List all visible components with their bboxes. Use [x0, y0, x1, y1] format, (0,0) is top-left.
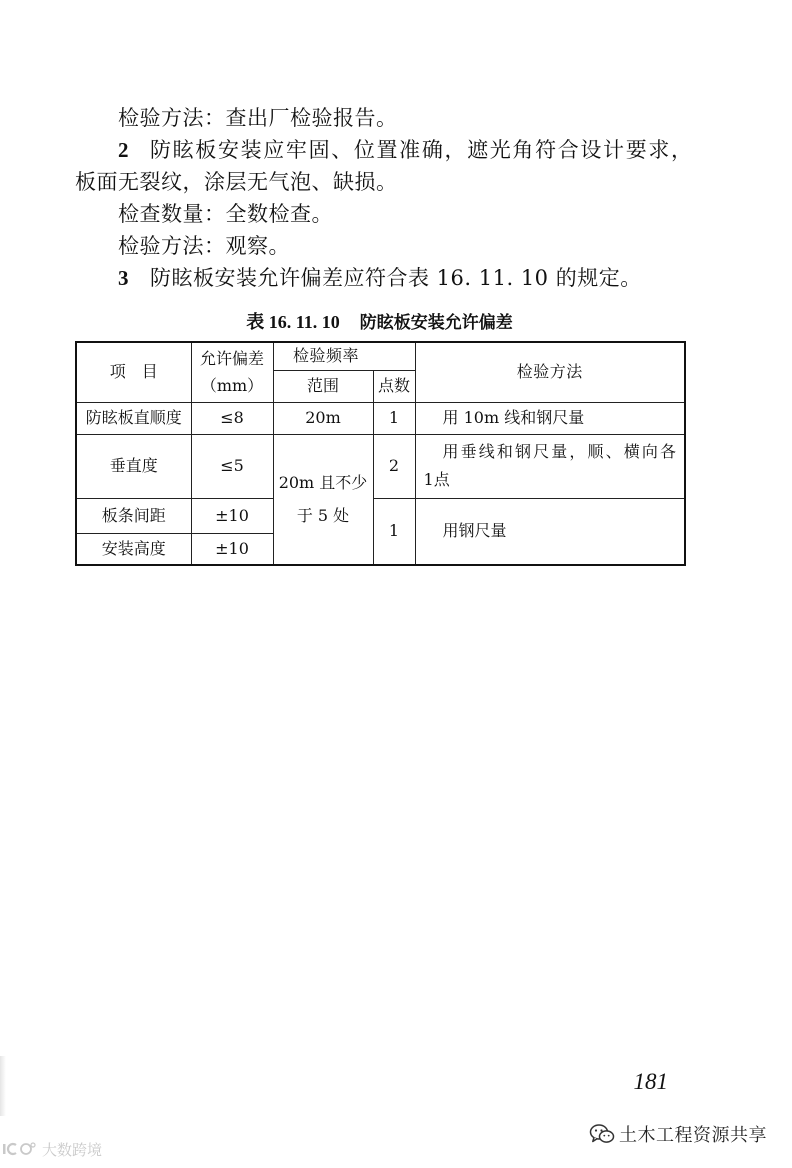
paragraph-text: 防眩板安装允许偏差应符合表 16. 11. 10 的规定。 [150, 266, 642, 290]
cell-item [76, 533, 191, 565]
cell-text: ±10 [215, 505, 249, 525]
paragraph-inspection-quantity [75, 198, 692, 230]
table-caption-number: 表 16. 11. 10 [246, 312, 340, 332]
header-range-cell [273, 370, 373, 402]
cell-points [373, 402, 415, 434]
cell-points [373, 434, 415, 498]
cell-item [76, 434, 191, 498]
body-text [75, 102, 692, 294]
corner-brand-name: 大数跨境 [42, 1140, 103, 1159]
paragraph-inspection-method-1 [75, 102, 692, 134]
cell-text: ±10 [215, 538, 249, 558]
header-item-label: 项 目 [109, 362, 158, 382]
cell-points-merged [373, 498, 415, 565]
cell-text: 安装高度 [101, 538, 166, 558]
paragraph-text: 检查数量：全数检查。 [118, 202, 333, 226]
cell-method [415, 402, 685, 434]
table-header-row [76, 342, 685, 370]
table-row [76, 402, 685, 434]
clause-number: 2 [118, 138, 129, 162]
table-caption [75, 311, 684, 333]
cell-text: 20m [305, 408, 341, 427]
paragraph-item-3 [75, 262, 692, 294]
cell-tolerance [191, 434, 273, 498]
cell-text: 板条间距 [101, 505, 166, 525]
header-tolerance-cell [191, 342, 273, 402]
header-points-cell [373, 370, 415, 402]
cell-text: ≤8 [220, 408, 244, 427]
cell-text-line: 1点 [423, 470, 450, 489]
corner-watermark [2, 1139, 102, 1159]
paragraph-item-2-line-2 [75, 166, 692, 198]
paragraph-text: 检验方法：观察。 [118, 234, 290, 258]
cell-item [76, 402, 191, 434]
cell-text: ≤5 [220, 456, 244, 475]
cell-text: 1 [388, 521, 400, 541]
tolerance-table [75, 341, 686, 566]
paragraph-text: 防眩板安装应牢固、位置准确，遮光角符合设计要求， [150, 138, 692, 162]
cell-tolerance [191, 402, 273, 434]
header-method-label: 检验方法 [516, 362, 583, 382]
account-name: 土木工程资源共享 [619, 1125, 767, 1146]
header-tolerance-unit: （mm） [200, 376, 264, 396]
brand-logo-icon [2, 1140, 42, 1158]
clause-number: 3 [118, 266, 129, 290]
cell-text: 垂直度 [109, 456, 158, 475]
paragraph-item-2-line-1 [75, 134, 692, 166]
page-number: 181 [633, 1069, 668, 1094]
cell-method-merged [415, 498, 685, 565]
wechat-icon [589, 1123, 619, 1145]
header-points-label: 点数 [378, 376, 411, 395]
account-watermark [589, 1122, 767, 1146]
table-row [76, 434, 685, 498]
cell-method [415, 434, 685, 498]
cell-text: 2 [388, 456, 400, 475]
paragraph-text: 板面无裂纹，涂层无气泡、缺损。 [75, 170, 398, 194]
header-item-cell [76, 342, 191, 402]
cell-text: 用 10m 线和钢尺量 [442, 408, 585, 427]
cell-item [76, 498, 191, 533]
header-frequency-label: 检验频率 [293, 346, 360, 366]
header-method-cell [415, 342, 685, 402]
cell-tolerance [191, 533, 273, 565]
cell-text: 防眩板直顺度 [85, 408, 182, 427]
paragraph-text: 检验方法：查出厂检验报告。 [118, 106, 398, 130]
header-frequency-cell [273, 342, 415, 370]
cell-text-line: 于 5 处 [296, 506, 350, 526]
cell-text: 1 [388, 408, 400, 427]
table-row [76, 498, 685, 533]
cell-range-merged [273, 434, 373, 565]
cell-text-line: 用垂线和钢尺量，顺、横向各 [442, 442, 677, 461]
scan-edge-shadow [0, 1056, 6, 1116]
header-tolerance-label: 允许偏差 [199, 349, 264, 369]
cell-text: 用钢尺量 [442, 521, 507, 541]
cell-range [273, 402, 373, 434]
header-range-label: 范围 [306, 376, 339, 395]
paragraph-inspection-method-2 [75, 230, 692, 262]
cell-text-line: 20m 且不少 [278, 473, 368, 493]
cell-tolerance [191, 498, 273, 533]
table-caption-title: 防眩板安装允许偏差 [359, 313, 513, 333]
